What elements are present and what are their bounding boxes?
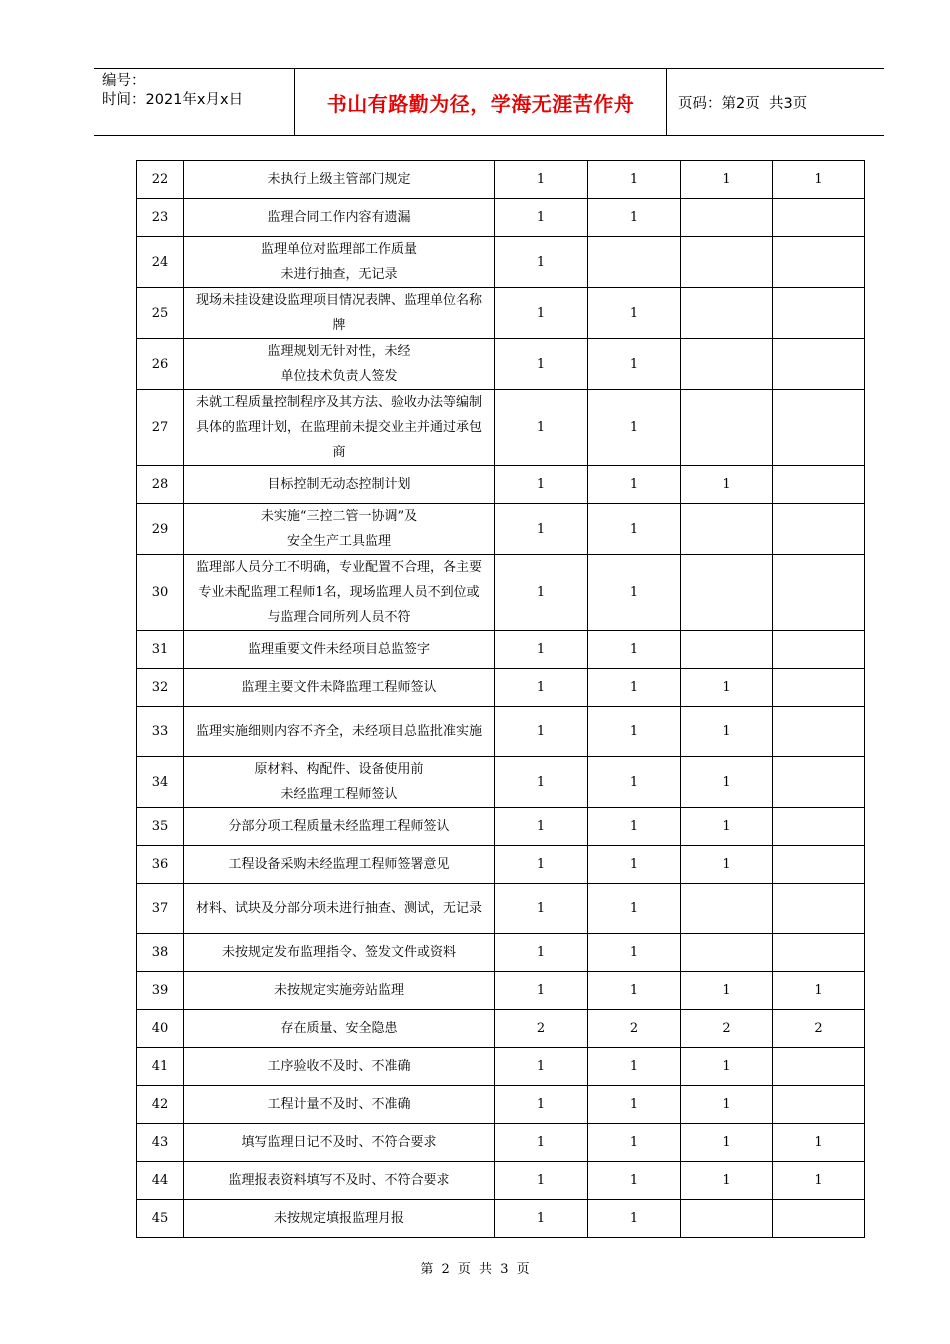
cell-score <box>681 199 773 237</box>
cell-score <box>773 707 865 757</box>
table-row <box>137 555 865 631</box>
cell-item: 未实施“三控二管一协调”及 安全生产工具监理 <box>184 504 495 555</box>
cell-score: 1 <box>495 669 588 707</box>
cell-score: 1 <box>681 757 773 808</box>
cell-score: 2 <box>495 1010 588 1048</box>
cell-item: 监理合同工作内容有遗漏 <box>184 199 495 237</box>
cell-item: 工序验收不及时、不准确 <box>184 1048 495 1086</box>
cell-score: 1 <box>681 846 773 884</box>
cell-score: 1 <box>495 199 588 237</box>
cell-score: 1 <box>495 504 588 555</box>
cell-score: 1 <box>495 972 588 1010</box>
cell-number: 25 <box>137 288 184 339</box>
document-number-label: 编号： <box>102 73 146 89</box>
cell-score <box>773 1048 865 1086</box>
cell-score <box>773 846 865 884</box>
cell-item: 填写监理日记不及时、不符合要求 <box>184 1124 495 1162</box>
cell-item: 监理部人员分工不明确，专业配置不合理，各主要专业未配监理工程师1名，现场监理人员不到位或与监理合同所列人员不符 <box>184 555 495 631</box>
cell-score: 1 <box>588 390 681 466</box>
cell-score: 1 <box>495 237 588 288</box>
cell-score: 1 <box>495 339 588 390</box>
cell-item: 未就工程质量控制程序及其方法、验收办法等编制具体的监理计划，在监理前未提交业主并通过承包商 <box>184 390 495 466</box>
cell-score <box>773 339 865 390</box>
table-row <box>137 339 865 390</box>
cell-score: 1 <box>495 1048 588 1086</box>
table-row <box>137 1162 865 1200</box>
cell-score: 1 <box>588 466 681 504</box>
cell-score <box>681 390 773 466</box>
cell-score: 1 <box>495 934 588 972</box>
cell-item: 监理单位对监理部工作质量 未进行抽查，无记录 <box>184 237 495 288</box>
table-row <box>137 237 865 288</box>
document-time-label: 时间：2021年x月x日 <box>102 92 244 108</box>
table-body <box>137 161 865 1238</box>
cell-item: 工程设备采购未经监理工程师签署意见 <box>184 846 495 884</box>
cell-score: 1 <box>588 161 681 199</box>
cell-score <box>773 390 865 466</box>
cell-item: 工程计量不及时、不准确 <box>184 1086 495 1124</box>
table-row <box>137 1010 865 1048</box>
cell-score: 1 <box>588 631 681 669</box>
cell-score: 1 <box>495 161 588 199</box>
cell-number: 39 <box>137 972 184 1010</box>
table-row <box>137 288 865 339</box>
cell-score: 1 <box>495 466 588 504</box>
page-footer: 第 2 页 共 3 页 <box>420 1262 530 1277</box>
cell-score <box>681 504 773 555</box>
cell-score <box>681 631 773 669</box>
cell-score: 1 <box>773 161 865 199</box>
cell-item: 监理实施细则内容不齐全，未经项目总监批准实施 <box>184 707 495 757</box>
cell-number: 23 <box>137 199 184 237</box>
cell-score: 1 <box>495 707 588 757</box>
cell-score: 1 <box>495 390 588 466</box>
cell-score <box>681 339 773 390</box>
table-row <box>137 631 865 669</box>
header-meta <box>102 72 302 110</box>
table-row <box>137 884 865 934</box>
table-row <box>137 1048 865 1086</box>
cell-score: 1 <box>495 1086 588 1124</box>
cell-number: 41 <box>137 1048 184 1086</box>
table-row <box>137 390 865 466</box>
cell-score <box>588 237 681 288</box>
cell-score <box>773 669 865 707</box>
cell-item: 未按规定实施旁站监理 <box>184 972 495 1010</box>
table-row <box>137 466 865 504</box>
cell-number: 35 <box>137 808 184 846</box>
cell-score: 1 <box>495 631 588 669</box>
cell-number: 30 <box>137 555 184 631</box>
cell-number: 34 <box>137 757 184 808</box>
cell-score: 1 <box>588 504 681 555</box>
cell-number: 43 <box>137 1124 184 1162</box>
cell-score <box>773 884 865 934</box>
cell-score <box>773 757 865 808</box>
cell-score: 1 <box>495 757 588 808</box>
cell-score <box>773 934 865 972</box>
table-row <box>137 669 865 707</box>
cell-item: 监理规划无针对性，未经 单位技术负责人签发 <box>184 339 495 390</box>
cell-number: 33 <box>137 707 184 757</box>
cell-score: 1 <box>495 555 588 631</box>
table-row <box>137 972 865 1010</box>
cell-number: 31 <box>137 631 184 669</box>
cell-item: 未执行上级主管部门规定 <box>184 161 495 199</box>
header-divider <box>666 69 667 135</box>
table-row <box>137 199 865 237</box>
cell-score: 1 <box>495 808 588 846</box>
cell-score: 1 <box>681 972 773 1010</box>
cell-number: 27 <box>137 390 184 466</box>
cell-score: 1 <box>588 1048 681 1086</box>
cell-score <box>681 555 773 631</box>
cell-score: 1 <box>681 808 773 846</box>
cell-score: 1 <box>681 669 773 707</box>
table-row <box>137 161 865 199</box>
cell-score: 1 <box>588 884 681 934</box>
cell-score: 2 <box>588 1010 681 1048</box>
cell-item: 未按规定发布监理指令、签发文件或资料 <box>184 934 495 972</box>
cell-score: 2 <box>773 1010 865 1048</box>
cell-number: 24 <box>137 237 184 288</box>
cell-score: 1 <box>588 1162 681 1200</box>
cell-score: 1 <box>588 808 681 846</box>
cell-score: 1 <box>681 1048 773 1086</box>
cell-score: 1 <box>588 1200 681 1238</box>
cell-score: 1 <box>588 669 681 707</box>
cell-score: 1 <box>681 466 773 504</box>
cell-score: 1 <box>588 288 681 339</box>
cell-item: 监理主要文件未降监理工程师签认 <box>184 669 495 707</box>
deduction-table <box>136 160 865 1238</box>
cell-item: 分部分项工程质量未经监理工程师签认 <box>184 808 495 846</box>
cell-number: 28 <box>137 466 184 504</box>
cell-number: 44 <box>137 1162 184 1200</box>
cell-score <box>773 288 865 339</box>
cell-score: 1 <box>588 757 681 808</box>
cell-score: 1 <box>773 1124 865 1162</box>
cell-score <box>681 1200 773 1238</box>
cell-item: 现场未挂设建设监理项目情况表牌、监理单位名称牌 <box>184 288 495 339</box>
cell-score: 2 <box>681 1010 773 1048</box>
cell-score: 1 <box>588 846 681 884</box>
cell-score <box>681 288 773 339</box>
cell-score <box>773 466 865 504</box>
cell-number: 37 <box>137 884 184 934</box>
cell-number: 36 <box>137 846 184 884</box>
cell-score <box>681 237 773 288</box>
cell-number: 32 <box>137 669 184 707</box>
cell-score <box>773 1086 865 1124</box>
cell-score <box>773 555 865 631</box>
table-row <box>137 934 865 972</box>
cell-number: 22 <box>137 161 184 199</box>
table-row <box>137 707 865 757</box>
cell-score <box>773 1200 865 1238</box>
table-row <box>137 808 865 846</box>
cell-item: 材料、试块及分部分项未进行抽查、测试，无记录 <box>184 884 495 934</box>
page-header <box>94 68 884 136</box>
cell-score: 1 <box>588 972 681 1010</box>
cell-score <box>681 884 773 934</box>
header-page-number: 页码：第2页 共3页 <box>678 95 808 112</box>
cell-number: 42 <box>137 1086 184 1124</box>
cell-item: 监理重要文件未经项目总监签字 <box>184 631 495 669</box>
table-row <box>137 1124 865 1162</box>
cell-score <box>773 808 865 846</box>
table-row <box>137 846 865 884</box>
cell-item: 未按规定填报监理月报 <box>184 1200 495 1238</box>
cell-score: 1 <box>588 1124 681 1162</box>
cell-score <box>773 237 865 288</box>
cell-score: 1 <box>681 707 773 757</box>
cell-score: 1 <box>773 972 865 1010</box>
cell-number: 40 <box>137 1010 184 1048</box>
cell-item: 目标控制无动态控制计划 <box>184 466 495 504</box>
cell-score: 1 <box>495 1200 588 1238</box>
cell-score: 1 <box>681 1086 773 1124</box>
cell-item: 原材料、构配件、设备使用前 未经监理工程师签认 <box>184 757 495 808</box>
table-row <box>137 757 865 808</box>
cell-score <box>773 631 865 669</box>
cell-score: 1 <box>681 1124 773 1162</box>
cell-score: 1 <box>588 555 681 631</box>
cell-score: 1 <box>495 884 588 934</box>
cell-score: 1 <box>495 1162 588 1200</box>
cell-score: 1 <box>495 288 588 339</box>
cell-score <box>773 504 865 555</box>
table-row <box>137 1086 865 1124</box>
cell-score: 1 <box>773 1162 865 1200</box>
cell-score: 1 <box>681 1162 773 1200</box>
cell-score <box>773 199 865 237</box>
cell-score: 1 <box>495 846 588 884</box>
cell-score: 1 <box>495 1124 588 1162</box>
cell-score: 1 <box>681 161 773 199</box>
cell-number: 29 <box>137 504 184 555</box>
cell-score: 1 <box>588 707 681 757</box>
cell-number: 26 <box>137 339 184 390</box>
cell-score <box>681 934 773 972</box>
cell-score: 1 <box>588 1086 681 1124</box>
header-motto: 书山有路勤为径，学海无涯苦作舟 <box>326 91 635 116</box>
cell-item: 存在质量、安全隐患 <box>184 1010 495 1048</box>
cell-score: 1 <box>588 339 681 390</box>
cell-score: 1 <box>588 934 681 972</box>
table-row <box>137 504 865 555</box>
cell-score: 1 <box>588 199 681 237</box>
cell-number: 45 <box>137 1200 184 1238</box>
table-row <box>137 1200 865 1238</box>
cell-item: 监理报表资料填写不及时、不符合要求 <box>184 1162 495 1200</box>
cell-number: 38 <box>137 934 184 972</box>
